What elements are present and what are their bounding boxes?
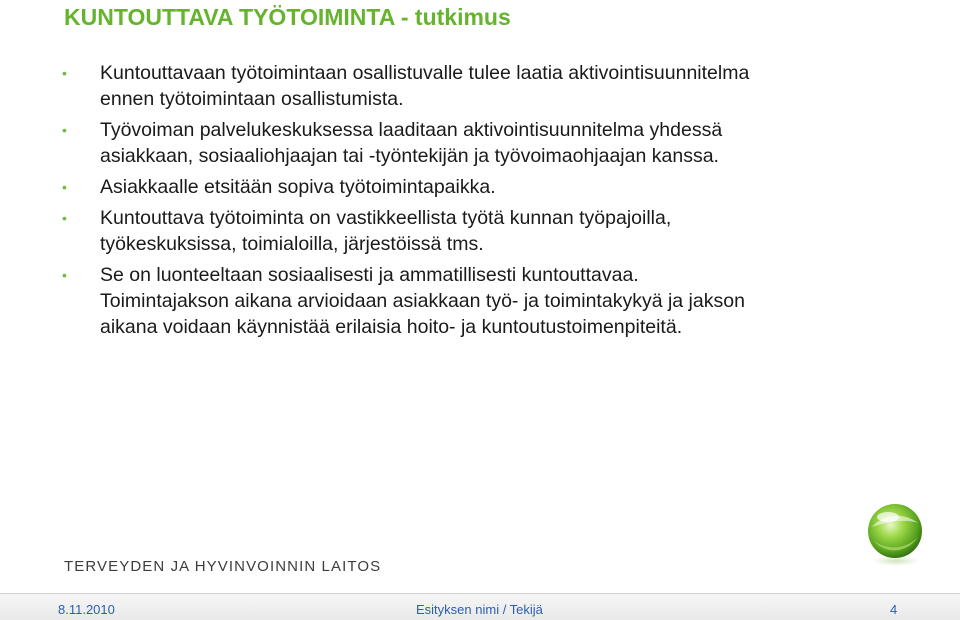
- footer-date: 8.11.2010: [58, 602, 115, 617]
- bullet-line: Kuntouttava työtoiminta on vastikkeellista työtä kunnan työpajoilla,: [100, 207, 672, 229]
- green-sphere-logo-icon: [862, 501, 928, 567]
- bullet-item: [60, 60, 920, 112]
- bullet-dot: •: [62, 179, 67, 195]
- bullet-list: [60, 60, 920, 345]
- bullet-line: työkeskuksissa, toimialoilla, järjestöissä tms.: [100, 233, 484, 255]
- bullet-line: aikana voidaan käynnistää erilaisia hoito- ja kuntoutustoimenpiteitä.: [100, 316, 683, 338]
- bullet-line: ennen työtoimintaan osallistumista.: [100, 88, 404, 110]
- bullet-dot: •: [62, 65, 67, 81]
- bullet-dot: •: [62, 267, 67, 283]
- organization-name: TERVEYDEN JA HYVINVOINNIN LAITOS: [64, 558, 382, 575]
- bullet-item: [60, 262, 920, 340]
- bullet-line: asiakkaan, sosiaaliohjaajan tai -työntekijän ja työvoimaohjaajan kanssa.: [100, 145, 719, 167]
- footer-page-number: 4: [890, 602, 898, 617]
- footer-presentation-info: Esityksen nimi / Tekijä: [416, 602, 543, 617]
- slide-footer: [0, 593, 960, 620]
- bullet-line: Se on luonteeltaan sosiaalisesti ja ammatillisesti kuntouttavaa.: [100, 264, 639, 286]
- bullet-line: Asiakkaalle etsitään sopiva työtoimintapaikka.: [100, 176, 496, 198]
- bullet-item: [60, 174, 920, 200]
- bullet-item: [60, 117, 920, 169]
- bullet-item: [60, 205, 920, 257]
- slide-title: KUNTOUTTAVA TYÖTOIMINTA - tutkimus: [64, 4, 511, 30]
- bullet-dot: •: [62, 210, 67, 226]
- bullet-line: Työvoiman palvelukeskuksessa laaditaan aktivointisuunnitelma yhdessä: [100, 119, 723, 141]
- bullet-line: Kuntouttavaan työtoimintaan osallistuvalle tulee laatia aktivointisuunnitelma: [100, 62, 750, 84]
- bullet-line: Toimintajakson aikana arvioidaan asiakkaan työ- ja toimintakykyä ja jakson: [100, 290, 745, 312]
- bullet-dot: •: [62, 122, 67, 138]
